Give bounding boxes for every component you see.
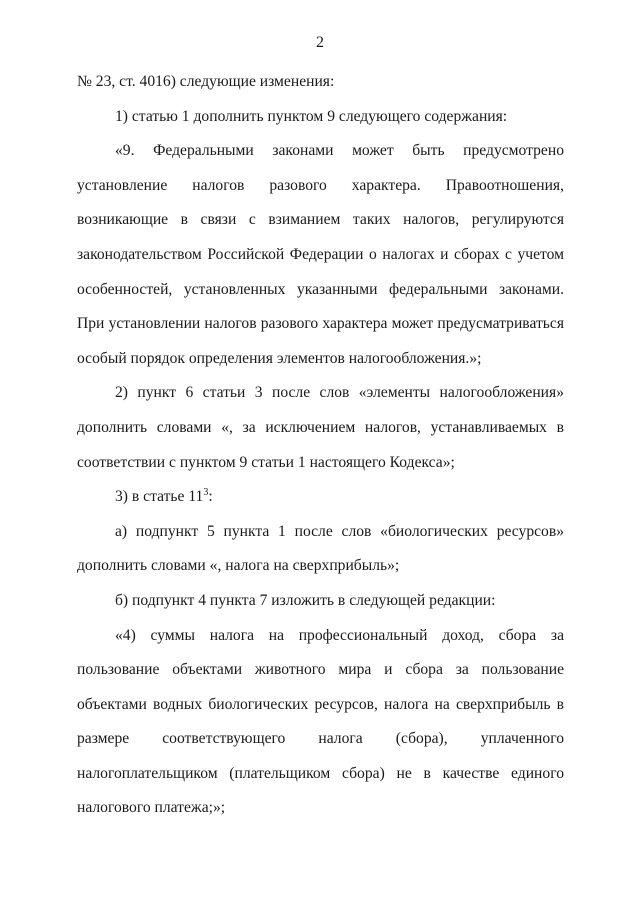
article-superscript: 3: [203, 486, 209, 498]
paragraph-amendment-3: [77, 480, 564, 515]
colon: :: [208, 488, 213, 506]
paragraph-subpoint-b: б) подпункт 4 пункта 7 изложить в следующей редакции:: [115, 591, 496, 609]
paragraph-continuation: № 23, ст. 4016) следующие изменения:: [77, 73, 335, 90]
paragraph-quoted-subpoint-4: «4) суммы налога на профессиональный доход, сбора за пользование объектами животного мира и сбора за пользование объектами водных биологических ресурсов, налога на сверхприбыль в размере соответствующего налога (сбора), уплаченного налогоплательщиком (плательщиком сбора) не в качестве единого налогового платежа;»;: [77, 626, 564, 817]
page-number: 2: [316, 34, 324, 51]
document-body: [77, 65, 564, 826]
article-reference: 3) в статье 11: [115, 488, 204, 506]
paragraph-subpoint-a: а) подпункт 5 пункта 1 после слов «биологических ресурсов» дополнить словами «, налога на сверхприбыль»;: [77, 522, 564, 575]
paragraph-amendment-2: 2) пункт 6 статьи 3 после слов «элементы налогообложения» дополнить словами «, за исключением налогов, устанавливаемых в соответствии с пунктом 9 статьи 1 настоящего Кодекса»;: [77, 384, 564, 471]
paragraph-amendment-1: 1) статью 1 дополнить пунктом 9 следующего содержания:: [115, 107, 508, 125]
paragraph-quoted-point-9: «9. Федеральными законами может быть предусмотрено установление налогов разового характера. Правоотношения, возникающие в связи с взиманием таких налогов, регулируются законодательством Российской Федерации о налогах и сборах с учетом особенностей, установленных указанными федеральными законами. При установлении налогов разового характера может предусматриваться особый порядок определения элементов налогообложения.»;: [77, 142, 564, 367]
